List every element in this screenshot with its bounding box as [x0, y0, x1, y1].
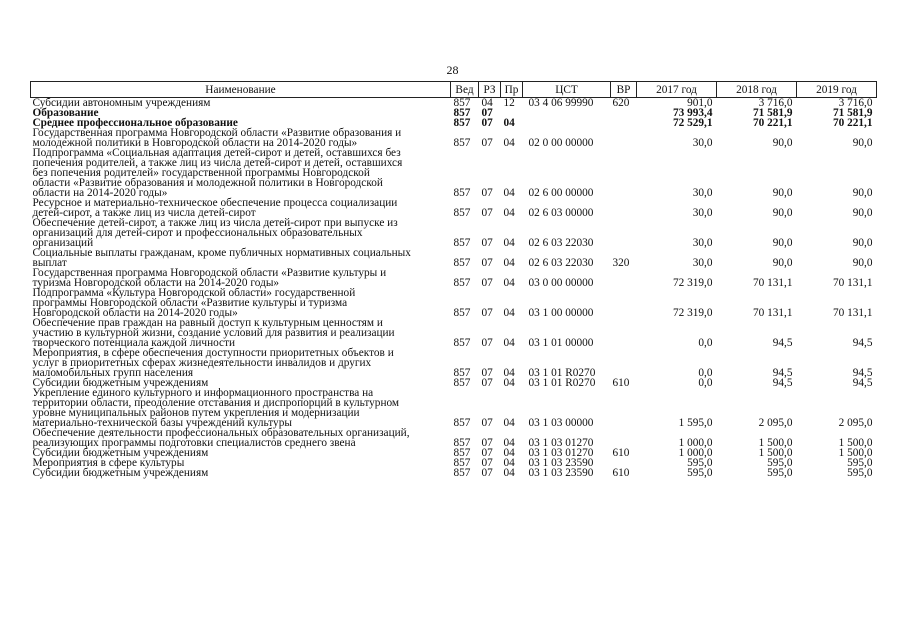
cell-y2017: 72 529,1 [672, 117, 713, 129]
cell-y2017: 0,0 [698, 377, 713, 389]
cell-vr [611, 288, 637, 318]
cell-cst: 02 6 03 22030 [528, 237, 594, 249]
cell-vr [611, 428, 637, 448]
row-name-line: материально-технической базы учреждений культуры [32, 417, 292, 429]
row-name-line: Обеспечение детей-сирот, а также лиц из числа детей-сирот при выпуске из [32, 217, 398, 229]
row-name-line: Субсидии бюджетным учреждениям [32, 467, 209, 479]
row-name-line: Подпрограмма «Культура Новгородской области» государственной [32, 287, 356, 299]
cell-rz: 07 [481, 237, 493, 249]
row-name-line: Подпрограмма «Социальная адаптация детей-сирот и детей, оставшихся без [32, 147, 401, 159]
cell-y2019: 90,0 [852, 207, 873, 219]
cell-pr: 04 [503, 377, 515, 389]
row-name-line: творческого потенциала каждой личности [32, 337, 236, 349]
cell-rz: 07 [481, 207, 493, 219]
cell-y2019: 3 716,0 [838, 97, 873, 109]
row-name [31, 128, 451, 148]
row-name-line: программы Новгородской области «Развитие культуры и туризма [32, 297, 348, 309]
cell-y2018: 70 131,1 [752, 307, 793, 319]
cell-cst: 03 1 03 23590 [528, 457, 594, 469]
cell-pr: 04 [503, 447, 515, 459]
cell-ved: 857 [453, 107, 471, 119]
cell-rz: 07 [481, 337, 493, 349]
cell-y2019: 71 581,9 [832, 107, 873, 119]
table-row [31, 288, 877, 318]
cell-y2018: 90,0 [772, 207, 793, 219]
cell-y2018: 3 716,0 [758, 97, 793, 109]
row-name-line: участию в культурной жизни, создание условий для развития и реализации [32, 327, 395, 339]
cell-rz: 07 [481, 417, 493, 429]
cell-y2017: 72 319,0 [672, 307, 713, 319]
table-row [31, 318, 877, 348]
header-pr: Пр [501, 82, 523, 98]
cell-cst [523, 118, 611, 128]
cell-y2019: 1 500,0 [838, 437, 873, 449]
table-row [31, 268, 877, 288]
cell-ved: 857 [453, 437, 471, 449]
row-name-line: области на 2014-2020 годы» [32, 187, 168, 199]
cell-vr [611, 118, 637, 128]
cell-pr: 12 [503, 97, 515, 109]
cell-y2018: 70 221,1 [752, 117, 793, 129]
cell-rz: 07 [481, 137, 493, 149]
cell-y2017: 1 595,0 [678, 417, 713, 429]
row-name-line: маломобильных групп населения [32, 367, 194, 379]
row-name [31, 218, 451, 248]
row-name-line: уровне муниципальных районов путем укрепления и модернизации [32, 407, 360, 419]
table-row [31, 388, 877, 428]
row-name-line: организаций для детей-сирот и профессиональных образовательных [32, 227, 363, 239]
row-name [31, 318, 451, 348]
row-name-line: Социальные выплаты гражданам, кроме публичных нормативных социальных [32, 247, 411, 259]
cell-y2019: 70 131,1 [832, 277, 873, 289]
row-name-line: выплат [32, 257, 67, 269]
table-row [31, 428, 877, 448]
cell-y2017: 30,0 [692, 137, 713, 149]
cell-y2017: 0,0 [698, 337, 713, 349]
cell-ved: 857 [453, 457, 471, 469]
row-name-line: Мероприятия в сфере культуры [32, 457, 185, 469]
table-row [31, 148, 877, 198]
cell-cst: 02 6 03 22030 [528, 257, 594, 269]
header-2019: 2019 год [797, 82, 877, 98]
cell-vr: 620 [612, 97, 630, 109]
row-name [31, 198, 451, 218]
table-row [31, 468, 877, 478]
cell-y2019: 90,0 [852, 237, 873, 249]
cell-pr: 04 [503, 277, 515, 289]
cell-y2019: 94,5 [852, 377, 873, 389]
cell-cst: 03 1 00 00000 [528, 307, 594, 319]
row-name-line: туризма Новгородской области на 2014-2020 годы» [32, 277, 280, 289]
cell-vr: 610 [612, 467, 630, 479]
cell-y2017: 72 319,0 [672, 277, 713, 289]
cell-y2017: 1 000,0 [678, 447, 713, 459]
cell-cst: 03 1 03 01270 [528, 447, 594, 459]
row-name-line: Обеспечение деятельности профессиональных образовательных организаций, [32, 427, 410, 439]
cell-rz: 07 [481, 277, 493, 289]
cell-y2019: 70 131,1 [832, 307, 873, 319]
cell-ved: 857 [453, 277, 471, 289]
row-name [31, 148, 451, 198]
cell-y2019: 595,0 [847, 457, 873, 469]
cell-y2018: 1 500,0 [758, 447, 793, 459]
cell-rz: 07 [481, 257, 493, 269]
cell-vr [611, 108, 637, 118]
row-name-line: Мероприятия, в сфере обеспечения доступности приоритетных объектов и [32, 347, 394, 359]
cell-y2019: 90,0 [852, 137, 873, 149]
cell-cst: 03 0 00 00000 [528, 277, 594, 289]
budget-table [30, 81, 877, 478]
header-2018: 2018 год [717, 82, 797, 98]
cell-pr: 04 [503, 187, 515, 199]
row-name-line: реализующих программы подготовки специалистов среднего звена [32, 437, 356, 449]
cell-y2017: 73 993,4 [672, 107, 713, 119]
cell-y2019: 2 095,0 [838, 417, 873, 429]
cell-rz: 07 [481, 367, 493, 379]
cell-ved: 857 [453, 307, 471, 319]
cell-rz: 07 [481, 307, 493, 319]
header-cst: ЦСТ [523, 82, 611, 98]
cell-y2017: 30,0 [692, 237, 713, 249]
row-name [31, 268, 451, 288]
cell-rz: 07 [481, 187, 493, 199]
cell-pr: 04 [503, 367, 515, 379]
header-rz: РЗ [479, 82, 501, 98]
cell-y2019: 94,5 [852, 337, 873, 349]
cell-y2017: 1 000,0 [678, 437, 713, 449]
cell-ved: 857 [453, 257, 471, 269]
cell-y2018: 94,5 [772, 367, 793, 379]
cell-y2019: 90,0 [852, 187, 873, 199]
cell-ved: 857 [453, 187, 471, 199]
cell-vr [611, 348, 637, 378]
cell-pr: 04 [503, 457, 515, 469]
row-name-line: области «Развитие образования и молодежной политики в Новгородской [32, 177, 383, 189]
row-name-line: Образование [32, 107, 99, 119]
table-header-row [31, 82, 877, 98]
cell-y2017: 30,0 [692, 207, 713, 219]
cell-y2018: 70 131,1 [752, 277, 793, 289]
header-vr: ВР [611, 82, 637, 98]
cell-ved: 857 [453, 337, 471, 349]
cell-pr: 04 [503, 257, 515, 269]
cell-y2018: 94,5 [772, 337, 793, 349]
table-body [31, 98, 877, 479]
cell-cst: 02 6 00 00000 [528, 187, 594, 199]
row-name-line: детей-сирот, а также лиц из числа детей-сирот [32, 207, 256, 219]
cell-cst: 03 4 06 99990 [528, 97, 594, 109]
cell-pr: 04 [503, 467, 515, 479]
cell-rz: 07 [481, 457, 493, 469]
row-name [31, 348, 451, 378]
cell-rz: 07 [481, 447, 493, 459]
cell-ved: 857 [453, 417, 471, 429]
table-row [31, 218, 877, 248]
cell-pr: 04 [503, 237, 515, 249]
cell-vr [611, 198, 637, 218]
cell-y2018: 2 095,0 [758, 417, 793, 429]
cell-rz: 07 [481, 377, 493, 389]
header-ved: Вед [451, 82, 479, 98]
cell-y2017: 901,0 [687, 97, 713, 109]
row-name-line: Среднее профессиональное образование [32, 117, 238, 129]
cell-pr: 04 [503, 307, 515, 319]
cell-ved: 857 [453, 447, 471, 459]
row-name [31, 388, 451, 428]
cell-vr [611, 388, 637, 428]
cell-rz: 07 [481, 107, 493, 119]
row-name [31, 248, 451, 268]
cell-y2018: 90,0 [772, 187, 793, 199]
cell-cst: 03 1 01 R0270 [528, 377, 596, 389]
cell-vr [611, 128, 637, 148]
cell-ved: 857 [453, 207, 471, 219]
cell-y2018: 1 500,0 [758, 437, 793, 449]
cell-y2018: 94,5 [772, 377, 793, 389]
row-name-line: территории области, преодоление отставания и диспропорций в культурном [32, 397, 400, 409]
cell-rz: 07 [481, 117, 493, 129]
cell-ved: 857 [453, 117, 471, 129]
row-name-line: Новгородской области на 2014-2020 годы» [32, 307, 238, 319]
cell-ved: 857 [453, 237, 471, 249]
header-2017: 2017 год [637, 82, 717, 98]
row-name-line: Ресурсное и материально-техническое обеспечение процесса социализации [32, 197, 398, 209]
row-name-line: Субсидии автономным учреждениям [32, 97, 211, 109]
cell-y2017: 595,0 [687, 457, 713, 469]
row-name-line: попечения родителей, а также лиц из числа детей-сирот и детей, оставшихся [32, 157, 403, 169]
cell-pr: 04 [503, 207, 515, 219]
table-row [31, 348, 877, 378]
cell-vr [611, 218, 637, 248]
cell-vr [611, 148, 637, 198]
table-row [31, 248, 877, 268]
cell-y2017: 30,0 [692, 257, 713, 269]
cell-pr: 04 [503, 417, 515, 429]
cell-ved: 857 [453, 467, 471, 479]
row-name-line: Обеспечение прав граждан на равный доступ к культурным ценностям и [32, 317, 383, 329]
cell-y2017: 30,0 [692, 187, 713, 199]
cell-y2018: 71 581,9 [752, 107, 793, 119]
cell-ved: 857 [453, 97, 471, 109]
cell-cst: 03 1 03 01270 [528, 437, 594, 449]
cell-y2018: 595,0 [767, 457, 793, 469]
row-name-line: Государственная программа Новгородской области «Развитие культуры и [32, 267, 387, 279]
cell-vr: 610 [612, 447, 630, 459]
row-name-line: организаций [32, 237, 94, 249]
cell-y2019: 1 500,0 [838, 447, 873, 459]
cell-y2019: 595,0 [847, 467, 873, 479]
cell-vr: 610 [612, 377, 630, 389]
cell-pr: 04 [503, 117, 515, 129]
cell-ved: 857 [453, 137, 471, 149]
row-name-line: Субсидии бюджетным учреждениям [32, 377, 209, 389]
row-name-line: услуг в приоритетных сферах жизнедеятельности инвалидов и других [32, 357, 372, 369]
cell-pr: 04 [503, 437, 515, 449]
cell-cst: 03 1 03 00000 [528, 417, 594, 429]
cell-y2017: 0,0 [698, 367, 713, 379]
cell-pr: 04 [503, 137, 515, 149]
cell-y2018: 90,0 [772, 257, 793, 269]
cell-y2018: 595,0 [767, 467, 793, 479]
row-name [31, 288, 451, 318]
row-name-line: Государственная программа Новгородской области «Развитие образования и [32, 127, 402, 139]
table-row [31, 128, 877, 148]
cell-y2018: 90,0 [772, 237, 793, 249]
cell-cst: 03 1 01 00000 [528, 337, 594, 349]
cell-cst: 02 6 03 00000 [528, 207, 594, 219]
cell-rz: 07 [481, 437, 493, 449]
table-row [31, 198, 877, 218]
cell-y2017: 595,0 [687, 467, 713, 479]
cell-vr [611, 268, 637, 288]
cell-rz: 07 [481, 467, 493, 479]
cell-vr: 320 [612, 257, 630, 269]
cell-cst: 03 1 03 23590 [528, 467, 594, 479]
row-name-line: молодежной политики в Новгородской области на 2014-2020 годы» [32, 137, 358, 149]
cell-cst: 02 0 00 00000 [528, 137, 594, 149]
cell-ved: 857 [453, 367, 471, 379]
cell-cst: 03 1 01 R0270 [528, 367, 596, 379]
cell-y2019: 90,0 [852, 257, 873, 269]
cell-vr [611, 318, 637, 348]
page-number: 28 [446, 63, 459, 77]
header-name: Наименование [31, 82, 451, 98]
row-name [31, 428, 451, 448]
row-name [31, 468, 451, 478]
row-name-line: Укрепление единого культурного и информационного пространства на [32, 387, 374, 399]
cell-y2019: 94,5 [852, 367, 873, 379]
row-name-line: без попечения родителей» государственной программы Новгородской [32, 167, 370, 179]
cell-y2018: 90,0 [772, 137, 793, 149]
cell-pr: 04 [503, 337, 515, 349]
cell-rz: 04 [481, 97, 493, 109]
row-name-line: Субсидии бюджетным учреждениям [32, 447, 209, 459]
cell-y2019: 70 221,1 [832, 117, 873, 129]
cell-ved: 857 [453, 377, 471, 389]
cell-cst [523, 108, 611, 118]
